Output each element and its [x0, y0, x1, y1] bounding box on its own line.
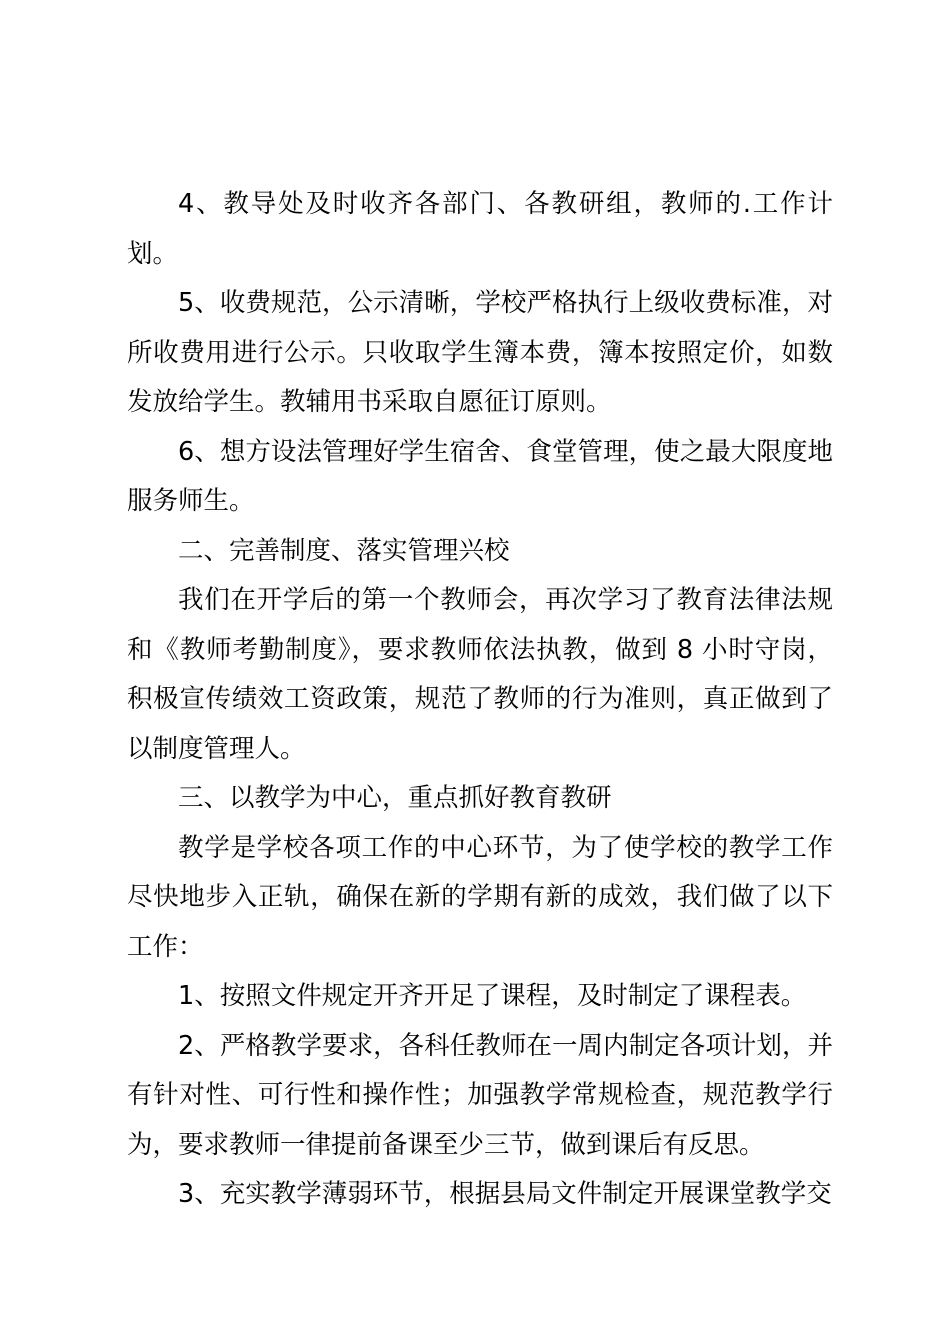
paragraph-section-2-body: 我们在开学后的第一个教师会，再次学习了教育法律法规和《教师考勤制度》，要求教师依法执教，做到 8 小时守岗，积极宣传绩效工资政策，规范了教师的行为准则，真正做到了以制度管理人。: [127, 585, 833, 764]
paragraph-item-2: 2、严格教学要求，各科任教师在一周内制定各项计划，并有针对性、可行性和操作性；加强教学常规检查，规范教学行为，要求教师一律提前备课至少三节，做到课后有反思。: [127, 1030, 833, 1160]
paragraph-item-6: 6、想方设法管理好学生宿舍、食堂管理，使之最大限度地服务师生。: [127, 436, 833, 516]
paragraph-item-5: 5、收费规范，公示清晰，学校严格执行上级收费标准，对所收费用进行公示。只收取学生簿本费，簿本按照定价，如数发放给学生。教辅用书采取自愿征订原则。: [127, 288, 833, 417]
paragraph-item-3: 3、充实教学薄弱环节，根据县局文件制定开展课堂教学交: [178, 1179, 832, 1209]
paragraph-item-1: 1、按照文件规定开齐开足了课程，及时制定了课程表。: [178, 981, 807, 1011]
section-heading-2: 二、完善制度、落实管理兴校: [178, 535, 510, 566]
section-heading-3: 三、以教学为中心，重点抓好教育教研: [178, 783, 612, 813]
paragraph-section-3-intro: 教学是学校各项工作的中心环节，为了使学校的教学工作尽快地步入正轨，确保在新的学期有新的成效，我们做了以下工作：: [127, 832, 833, 962]
paragraph-item-4: 4、教导处及时收齐各部门、各教研组，教师的.工作计划。: [127, 189, 833, 269]
document-body: [127, 180, 833, 1220]
